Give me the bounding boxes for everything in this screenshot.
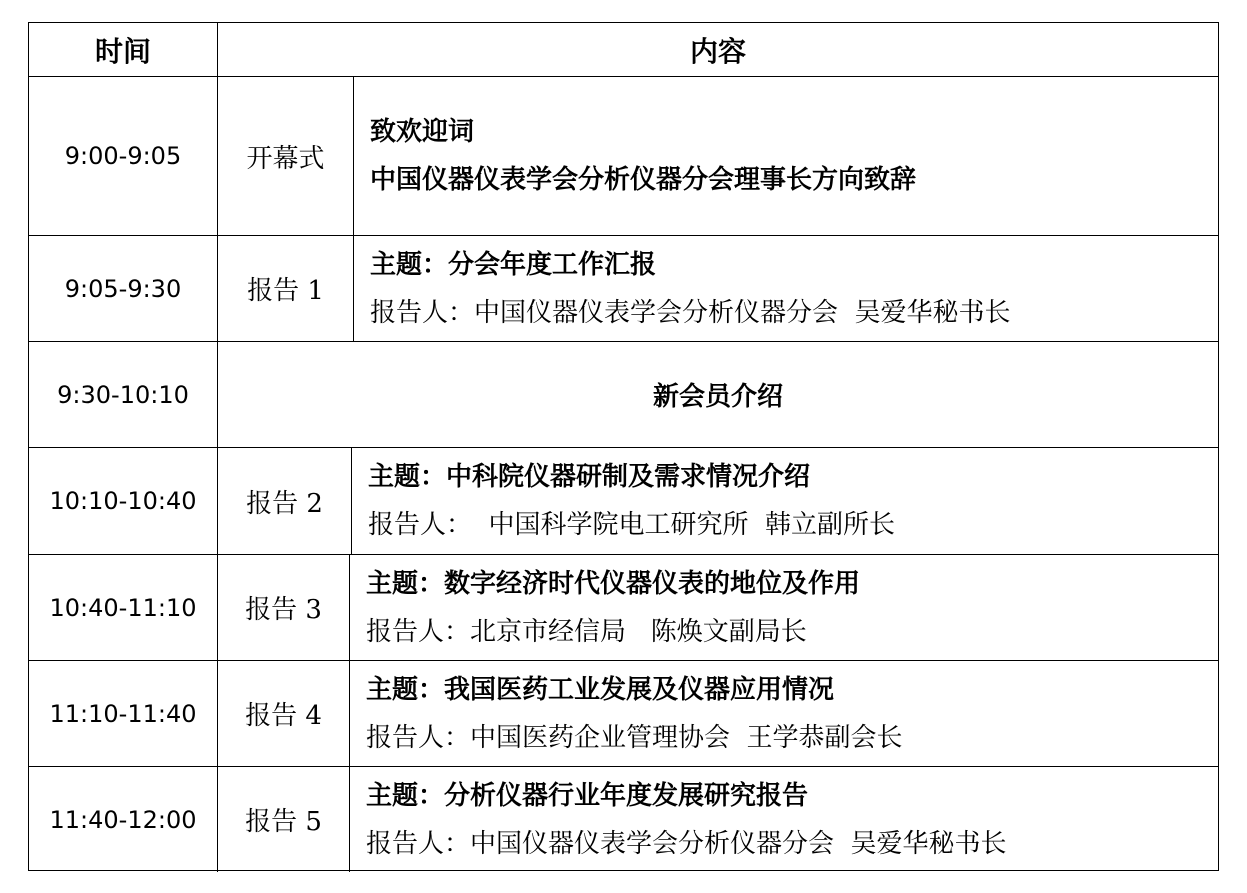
header-time: 时间 <box>29 23 218 76</box>
row-content <box>350 767 1218 872</box>
row-speaker: 报告人：中国医药企业管理协会 王学恭副会长 <box>366 722 903 753</box>
row-content <box>350 555 1218 660</box>
row-speaker: 报告人：中国仪器仪表学会分析仪器分会 吴爱华秘书长 <box>366 828 1007 859</box>
table-header <box>29 23 1218 77</box>
table-row <box>29 448 1218 555</box>
row-time: 10:40-11:10 <box>29 555 218 660</box>
row-time: 10:10-10:40 <box>29 448 218 554</box>
schedule-table <box>28 22 1219 871</box>
row-content <box>354 236 1218 341</box>
table-row <box>29 342 1218 448</box>
row-type: 开幕式 <box>218 77 354 235</box>
row-topic: 主题：分会年度工作汇报 <box>370 249 657 280</box>
header-content: 内容 <box>689 34 746 68</box>
row-type: 报告 2 <box>218 448 352 554</box>
row-type: 报告 3 <box>218 555 350 660</box>
row-content <box>352 448 1218 554</box>
row-topic: 主题：我国医药工业发展及仪器应用情况 <box>366 674 835 705</box>
row-speaker: 报告人： 中国科学院电工研究所 韩立副所长 <box>368 510 896 540</box>
table-row <box>29 767 1218 872</box>
row-time: 9:30-10:10 <box>29 342 218 447</box>
row-content <box>350 661 1218 766</box>
row-span-content: 新会员介绍 <box>652 382 783 412</box>
row-time: 11:10-11:40 <box>29 661 218 766</box>
row-topic: 主题：中科院仪器研制及需求情况介绍 <box>368 462 811 492</box>
row-topic: 主题：分析仪器行业年度发展研究报告 <box>366 780 809 811</box>
row-subtitle: 中国仪器仪表学会分析仪器分会理事长方向致辞 <box>370 165 917 195</box>
row-time: 9:05-9:30 <box>29 236 218 341</box>
row-speaker: 报告人：北京市经信局 陈焕文副局长 <box>366 616 807 647</box>
row-time: 9:00-9:05 <box>29 77 218 235</box>
row-type: 报告 4 <box>218 661 350 766</box>
row-content <box>354 77 1218 235</box>
table-row <box>29 236 1218 342</box>
row-speaker: 报告人：中国仪器仪表学会分析仪器分会 吴爱华秘书长 <box>370 297 1011 328</box>
row-title: 致欢迎词 <box>370 117 475 147</box>
table-row <box>29 77 1218 236</box>
table-row <box>29 555 1218 661</box>
row-topic: 主题：数字经济时代仪器仪表的地位及作用 <box>366 568 861 599</box>
row-type: 报告 5 <box>218 767 350 872</box>
row-type: 报告 1 <box>218 236 354 341</box>
row-time: 11:40-12:00 <box>29 767 218 872</box>
table-row <box>29 661 1218 767</box>
